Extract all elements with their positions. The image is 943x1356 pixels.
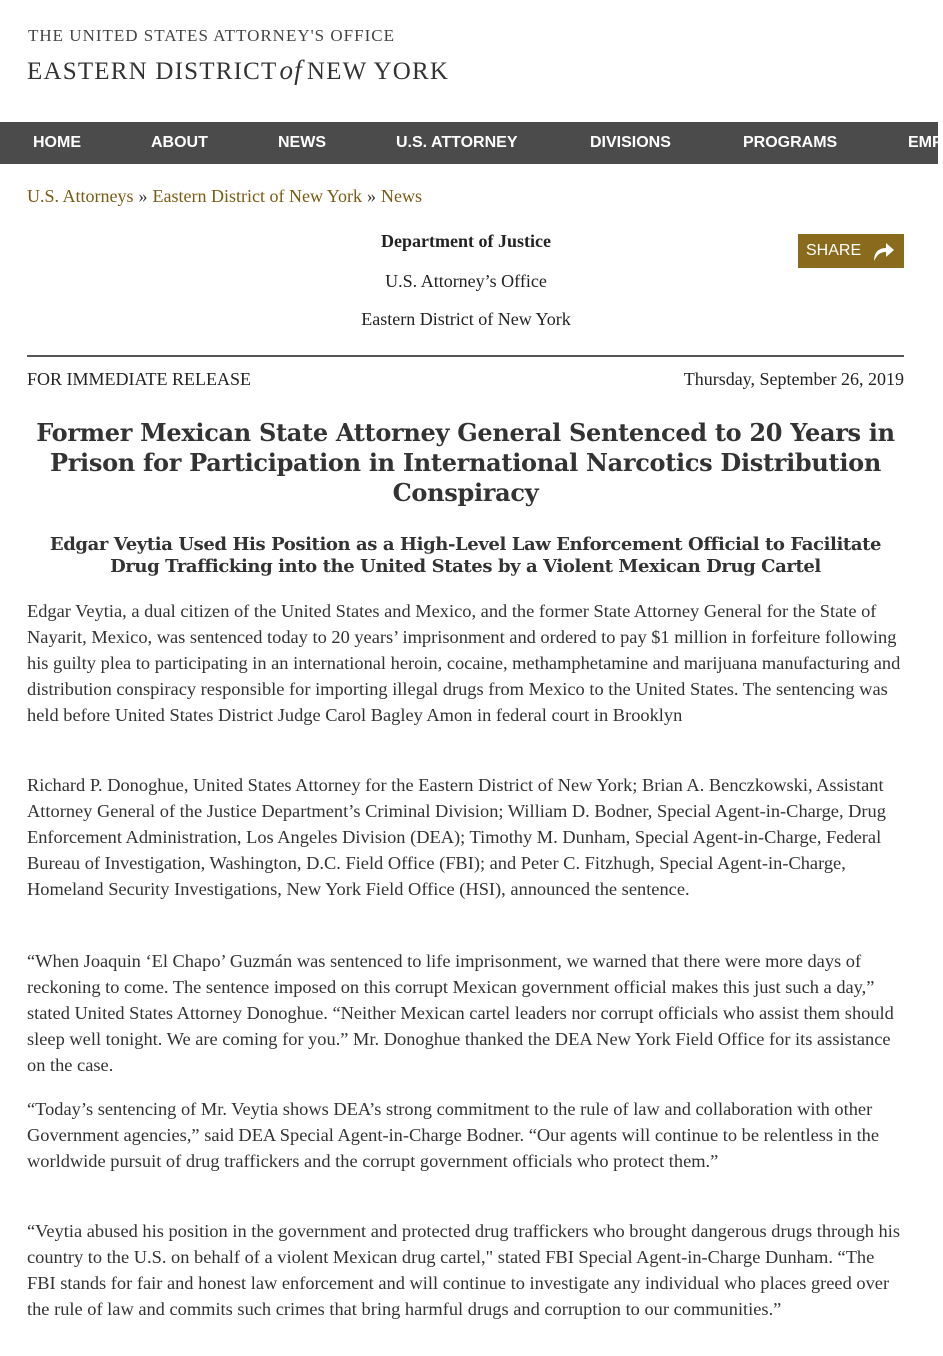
article-paragraph: “Veytia abused his position in the government and protected drug traffickers who brought dangerous drugs through his country to the U.S. on behalf of a violent Mexican drug cartel," stated FBI Special Agent-in-Charge Dunham. “The FBI stands for fair and honest law enforcement and will continue to investigate any individual who places greed over the rule of law and commits such crimes that bring harmful drugs and corruption to our communities.” [27,1221,901,1319]
district-name: Eastern District of New York [361,309,571,329]
article-subtitle: Edgar Veytia Used His Position as a High-Level Law Enforcement Official to Facilitate Drug Trafficking into the United States by a Violent Mexican Drug Cartel [49,534,882,577]
share-arrow-icon [871,240,895,262]
nav-item-us-attorney[interactable]: U.S. ATTORNEY [396,134,518,151]
release-label: FOR IMMEDIATE RELEASE [27,369,251,389]
share-label: SHARE [806,242,862,259]
article-paragraph: Richard P. Donoghue, United States Attorney for the Eastern District of New York; Brian A. Benczkowski, Assistant Attorney General of the Justice Department’s Criminal Division; William D. Bodner, Special Agent-in-Charge, Drug Enforcement Administration, Los Angeles Division (DEA); Timothy M. Dunham, Special Agent-in-Charge, Federal Bureau of Investigation, Washington, D.C. Field Office (FBI); and Peter C. Fitzhugh, Special Agent-in-Charge, Homeland Security Investigations, New York Field Office (HSI), announced the sentence. [27,775,886,899]
article-paragraph: “Today’s sentencing of Mr. Veytia shows DEA’s strong commitment to the rule of law and collaboration with other Government agencies,” said DEA Special Agent-in-Charge Bodner. “Our agents will continue to be relentless in the worldwide pursuit of drug traffickers and the corrupt government officials who protect them.” [27,1099,880,1171]
district-name-left: EASTERN DISTRICT [27,58,278,85]
nav-item-divisions[interactable]: DIVISIONS [590,134,671,151]
breadcrumb-link-district[interactable]: Eastern District of New York [152,186,362,206]
department-name: Department of Justice [381,231,551,251]
nav-item-news[interactable]: NEWS [278,134,326,151]
release-date: Thursday, September 26, 2019 [683,369,904,389]
nav-item-programs[interactable]: PROGRAMS [743,134,838,151]
breadcrumb-link-us-attorneys[interactable]: U.S. Attorneys [27,186,134,206]
article-paragraph: Edgar Veytia, a dual citizen of the United States and Mexico, and the former State Attorney General for the State of Nayarit, Mexico, was sentenced today to 20 years’ imprisonment and ordered to pay $1 million in forfeiture following his guilty plea to participating in an international heroin, cocaine, methamphetamine and marijuana manufacturing and distribution conspiracy responsible for importing illegal drugs from Mexico to the United States. The sentencing was held before United States District Judge Carol Bagley Amon in federal court in Brooklyn [27,601,901,725]
breadcrumb-link-news[interactable]: News [381,186,422,206]
nav-item-home[interactable]: HOME [33,134,81,151]
office-name-line: THE UNITED STATES ATTORNEY'S OFFICE [28,26,395,45]
header-divider [27,355,904,357]
breadcrumb [27,186,422,207]
district-logo[interactable] [27,55,449,86]
district-name-right: NEW YORK [306,58,450,85]
share-button[interactable] [798,234,904,268]
article-title: Former Mexican State Attorney General Sentenced to 20 Years in Prison for Participation in International Narcotics Distribution Conspiracy [36,418,895,507]
breadcrumb-separator: » [367,186,376,206]
nav-item-employment[interactable]: EMP [908,134,943,151]
main-nav [0,122,943,164]
breadcrumb-separator: » [138,186,148,206]
nav-item-about[interactable]: ABOUT [151,134,208,151]
article-paragraph: “When Joaquin ‘El Chapo’ Guzmán was sentenced to life imprisonment, we warned that there were more days of reckoning to come. The sentence imposed on this corrupt Mexican government official makes this just such a day,” stated United States Attorney Donoghue. “Neither Mexican cartel leaders nor corrupt officials who assist them should sleep well tonight. We are coming for you.” Mr. Donoghue thanked the DEA New York Field Office for its assistance on the case. [27,951,894,1075]
office-name: U.S. Attorney’s Office [385,271,547,291]
district-name-of: of [279,55,303,85]
site-header [0,0,938,122]
